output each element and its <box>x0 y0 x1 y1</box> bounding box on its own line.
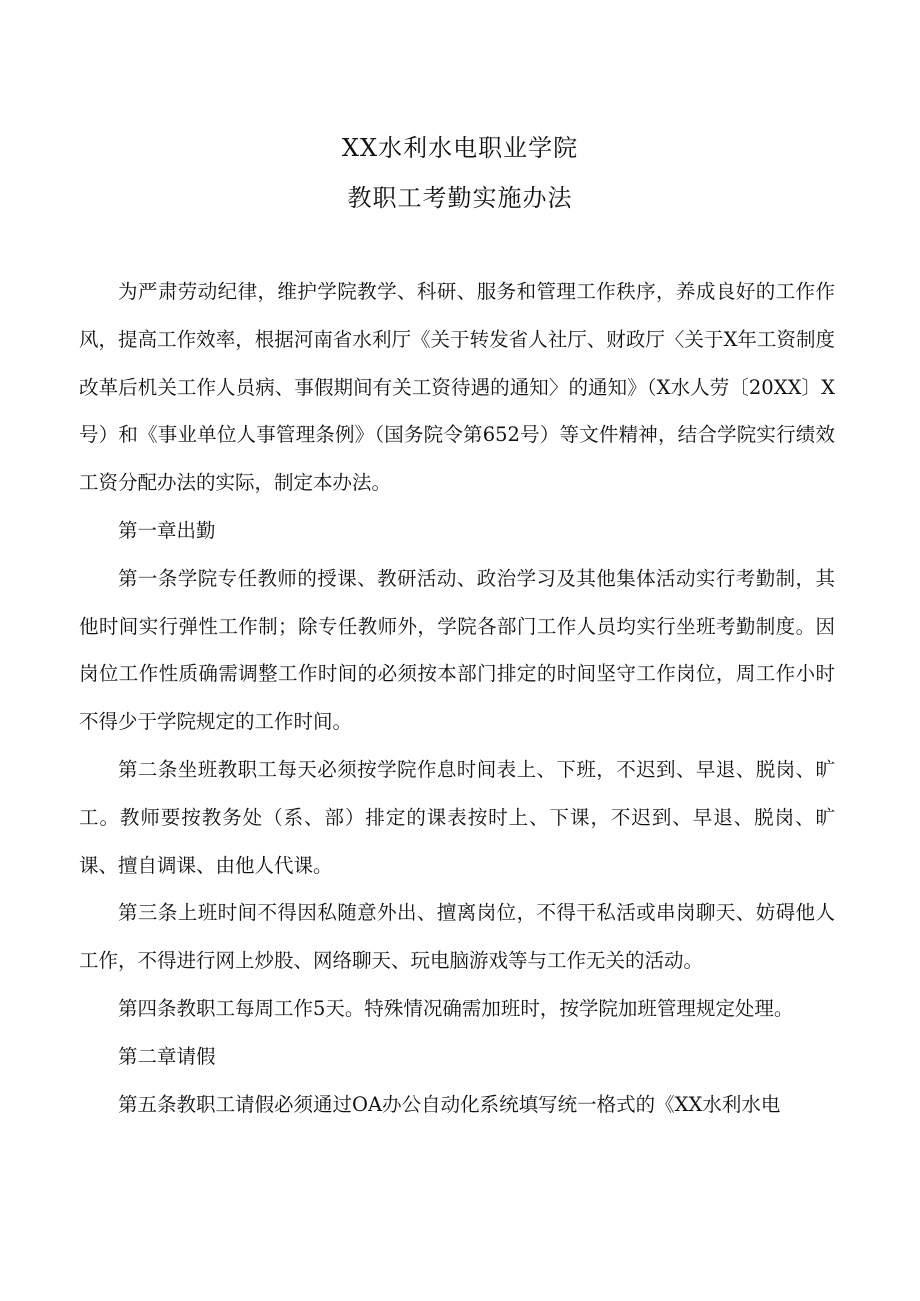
article-3-paragraph: 第三条上班时间不得因私随意外出、擅离岗位，不得干私活或串岗聊天、妨碍他人工作，不得进行网上炒股、网络聊天、玩电脑游戏等与工作无关的活动。 <box>79 901 835 973</box>
article-5-paragraph: 第五条教职工请假必须通过OA办公自动化系统填写统一格式的《XX水利水电 <box>118 1092 781 1116</box>
intro-paragraph: 为严肃劳动纪律，维护学院教学、科研、服务和管理工作秩序，养成良好的工作作风，提高工作效率，根据河南省水利厅《关于转发省人社厅、财政厅〈关于X年工资制度改革后机关工作人员病、事假期间有关工资待遇的通知〉的通知》（X水人劳〔20XX〕X号）和《事业单位人事管理条例》（国务院令第652号）等文件精神，结合学院实行绩效工资分配办法的实际，制定本办法。 <box>79 280 835 495</box>
chapter-heading-attendance: 第一章出勤 <box>118 518 216 542</box>
article-2-paragraph: 第二条坐班教职工每天必须按学院作息时间表上、下班，不迟到、早退、脱岗、旷工。教师要按教务处（系、部）排定的课表按时上、下课，不迟到、早退、脱岗、旷课、擅自调课、由他人代课。 <box>79 757 835 877</box>
article-4-paragraph: 第四条教职工每周工作5天。特殊情况确需加班时，按学院加班管理规定处理。 <box>118 996 794 1020</box>
document-subtitle: 教职工考勤实施办法 <box>347 184 573 212</box>
document-title: XX水利水电职业学院 <box>341 134 579 162</box>
chapter-heading-leave: 第二章请假 <box>118 1044 216 1068</box>
article-1-paragraph: 第一条学院专任教师的授课、教研活动、政治学习及其他集体活动实行考勤制，其他时间实行弹性工作制；除专任教师外，学院各部门工作人员均实行坐班考勤制度。因岗位工作性质确需调整工作时间的必须按本部门排定的时间坚守工作岗位，周工作小时不得少于学院规定的工作时间。 <box>79 566 835 734</box>
document-body <box>79 268 835 1128</box>
